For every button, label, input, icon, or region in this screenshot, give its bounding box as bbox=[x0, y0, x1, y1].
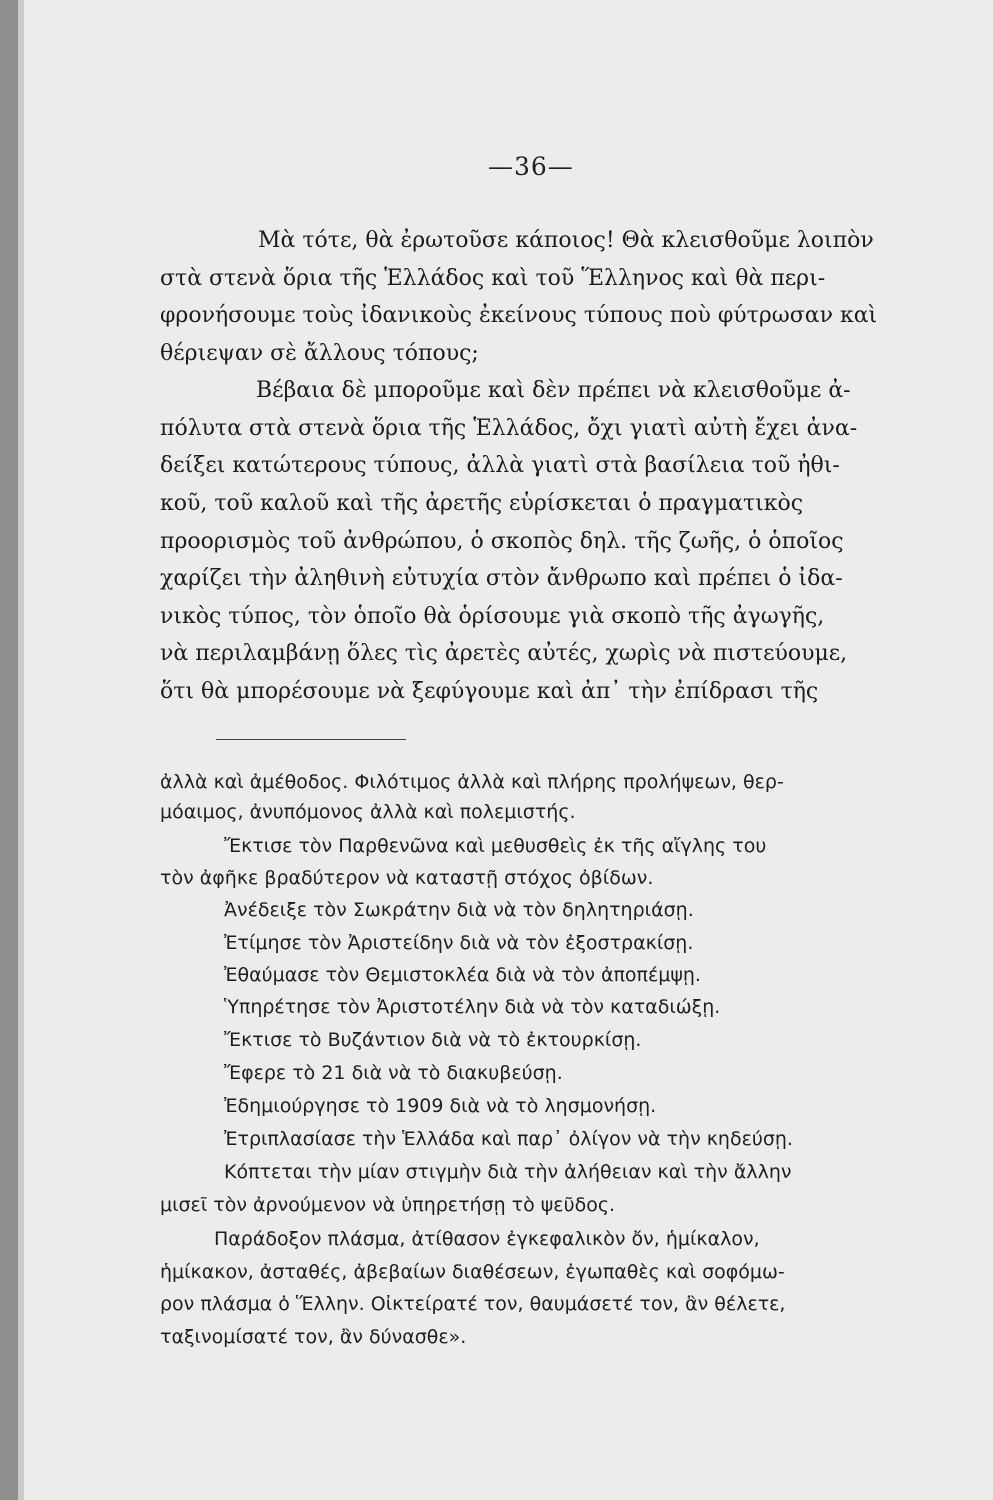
footnote-line: μόαιμος, ἀνυπόμονος ἀλλὰ καὶ πολεμιστής. bbox=[160, 801, 576, 823]
footnote-separator bbox=[216, 739, 406, 740]
footnote-line: Ἐδημιούργησε τὸ 1909 διὰ νὰ τὸ λησμονήσῃ. bbox=[224, 1095, 657, 1117]
body-line: πόλυτα στὰ στενὰ ὅρια τῆς Ἑλλάδος, ὄχι γιατὶ αὐτὴ ἔχει ἀνα- bbox=[160, 416, 858, 441]
book-page bbox=[18, 0, 993, 1500]
footnote-line: Παράδοξον πλάσμα, ἀτίθασον ἐγκεφαλικὸν ὄν, ἡμίκαλον, bbox=[214, 1228, 760, 1250]
footnote-line: τὸν ἀφῆκε βραδύτερον νὰ καταστῇ στόχος ὀβίδων. bbox=[160, 867, 654, 889]
body-line: νικὸς τύπος, τὸν ὁποῖο θὰ ὁρίσουμε γιὰ σκοπὸ τῆς ἀγωγῆς, bbox=[160, 604, 825, 629]
body-line: προορισμὸς τοῦ ἀνθρώπου, ὁ σκοπὸς δηλ. τῆς ζωῆς, ὁ ὁποῖος bbox=[160, 529, 844, 554]
body-line: κοῦ, τοῦ καλοῦ καὶ τῆς ἀρετῆς εὑρίσκεται ὁ πραγματικὸς bbox=[160, 491, 804, 516]
footnote-line: Ἐθαύμασε τὸν Θεμιστοκλέα διὰ νὰ τὸν ἀποπέμψῃ. bbox=[224, 964, 701, 986]
body-line: ὅτι θὰ μπορέσουμε νὰ ξεφύγουμε καὶ ἀπ᾽ τὴν ἐπίδρασι τῆς bbox=[160, 679, 819, 704]
footnote-line: Ἐτριπλασίασε τὴν Ἑλλάδα καὶ παρ᾽ ὀλίγον νὰ τὴν κηδεύσῃ. bbox=[224, 1128, 793, 1150]
body-line: δείξει κατώτερους τύπους, ἀλλὰ γιατὶ στὰ βασίλεια τοῦ ἠθι- bbox=[160, 453, 840, 478]
footnote-line: ταξινομίσατέ τον, ἂν δύνασθε». bbox=[160, 1326, 467, 1348]
footnote-line: μισεῖ τὸν ἀρνούμενον νὰ ὑπηρετήσῃ τὸ ψεῦδος. bbox=[160, 1194, 616, 1216]
footnote-line: ἡμίκακον, ἀσταθές, ἀβεβαίων διαθέσεων, ἐγωπαθὲς καὶ σοφόμω- bbox=[160, 1261, 785, 1283]
body-line: νὰ περιλαμβάνῃ ὅλες τὶς ἀρετὲς αὐτές, χωρὶς νὰ πιστεύουμε, bbox=[160, 641, 848, 666]
body-line: στὰ στενὰ ὅρια τῆς Ἑλλάδος καὶ τοῦ Ἕλληνος καὶ θὰ περι- bbox=[160, 266, 826, 291]
body-line: φρονήσουμε τοὺς ἰδανικοὺς ἐκείνους τύπους ποὺ φύτρωσαν καὶ bbox=[160, 303, 878, 328]
footnote-line: Ἔφερε τὸ 21 διὰ νὰ τὸ διακυβεύσῃ. bbox=[224, 1062, 563, 1084]
footnote-line: Ἐτίμησε τὸν Ἀριστείδην διὰ νὰ τὸν ἐξοστρακίσῃ. bbox=[224, 932, 694, 954]
body-line: χαρίζει τὴν ἀληθινὴ εὐτυχία στὸν ἄνθρωπο καὶ πρέπει ὁ ἰδα- bbox=[160, 566, 843, 591]
footnote-line: Ἀνέδειξε τὸν Σωκράτην διὰ νὰ τὸν δηλητηριάσῃ. bbox=[224, 899, 694, 921]
page-edge-shadow bbox=[18, 0, 24, 1500]
footnote-line: ρον πλάσμα ὁ Ἕλλην. Οἰκτείρατέ τον, θαυμάσετέ τον, ἂν θέλετε, bbox=[160, 1293, 786, 1315]
footnote-line: Κόπτεται τὴν μίαν στιγμὴν διὰ τὴν ἀλήθειαν καὶ τὴν ἄλλην bbox=[224, 1161, 792, 1183]
footnote-line: Ὑπηρέτησε τὸν Ἀριστοτέλην διὰ νὰ τὸν καταδιώξῃ. bbox=[224, 996, 721, 1018]
body-line: θέριεψαν σὲ ἄλλους τόπους; bbox=[160, 341, 479, 366]
footnote-line: Ἔκτισε τὸν Παρθενῶνα καὶ μεθυσθεὶς ἐκ τῆς αἴγλης του bbox=[224, 835, 767, 857]
footnote-line: ἀλλὰ καὶ ἀμέθοδος. Φιλότιμος ἀλλὰ καὶ πλήρης προλήψεων, θερ- bbox=[160, 771, 784, 793]
body-line: Μὰ τότε, θὰ ἐρωτοῦσε κάποιος! Θὰ κλεισθοῦμε λοιπὸν bbox=[258, 228, 874, 253]
body-line: Βέβαια δὲ μποροῦμε καὶ δὲν πρέπει νὰ κλεισθοῦμε ἀ- bbox=[256, 378, 851, 403]
footnote-line: Ἔκτισε τὸ Βυζάντιον διὰ νὰ τὸ ἐκτουρκίσῃ. bbox=[224, 1029, 642, 1051]
page-number: —36— bbox=[488, 152, 574, 181]
